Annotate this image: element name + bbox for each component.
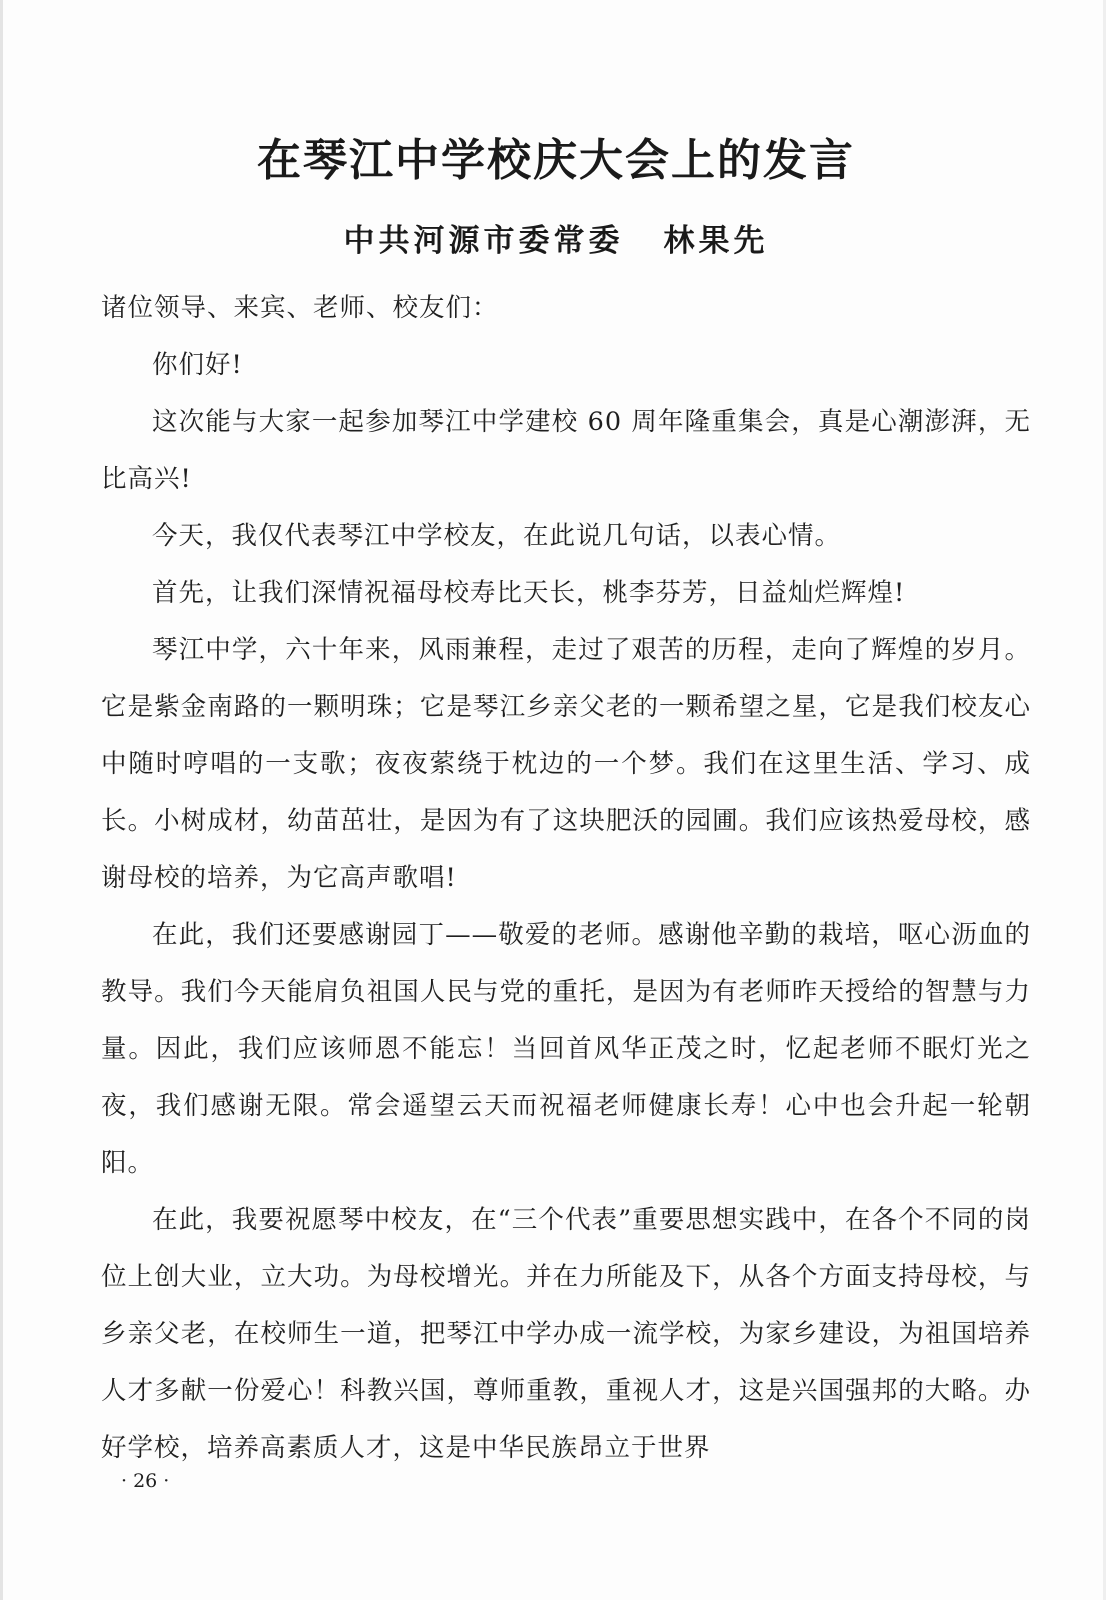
- author-position: 中共河源市委常委: [343, 223, 624, 259]
- page-title: 在琴江中学校庆大会上的发言: [257, 135, 855, 186]
- body-text: [101, 280, 1031, 1477]
- greeting-paragraph: 你们好!: [152, 350, 243, 380]
- body-paragraph: 今天，我仅代表琴江中学校友，在此说几句话，以表心情。: [152, 521, 842, 551]
- body-paragraph: 在此，我要祝愿琴中校友，在“三个代表”重要思想实践中，在各个不同的岗位上创大业，立大功。为母校增光。并在力所能及下，从各个方面支持母校，与乡亲父老，在校师生一道，把琴江中学办成一流学校，为家乡建设，为祖国培养人才多献一份爱心！科教兴国，尊师重教，重视人才，这是兴国强邦的大略。办好学校，培养高素质人才，这是中华民族昂立于世界: [101, 1205, 1031, 1463]
- body-paragraph: 琴江中学，六十年来，风雨兼程，走过了艰苦的历程，走向了辉煌的岁月。它是紫金南路的一颗明珠；它是琴江乡亲父老的一颗希望之星，它是我们校友心中随时哼唱的一支歌；夜夜萦绕于枕边的一个梦。我们在这里生活、学习、成长。小树成材，幼苗茁壮，是因为有了这块肥沃的园圃。我们应该热爱母校，感谢母校的培养，为它高声歌唱!: [101, 635, 1031, 893]
- author-name: 林果先: [663, 223, 769, 259]
- byline: [3, 215, 1106, 260]
- body-paragraph: 首先，让我们深情祝福母校寿比天长，桃李芬芳，日益灿烂辉煌!: [152, 578, 906, 608]
- page-number: · 26 ·: [121, 1470, 170, 1492]
- body-paragraph: 这次能与大家一起参加琴江中学建校 60 周年隆重集会，真是心潮澎湃，无比高兴!: [101, 407, 1031, 494]
- salutation: 诸位领导、来宾、老师、校友们：: [101, 293, 499, 323]
- body-paragraph: 在此，我们还要感谢园丁——敬爱的老师。感谢他辛勤的栽培，呕心沥血的教导。我们今天能肩负祖国人民与党的重托，是因为有老师昨天授给的智慧与力量。因此，我们应该师恩不能忘！当回首风华正茂之时，忆起老师不眠灯光之夜，我们感谢无限。常会遥望云天而祝福老师健康长寿！心中也会升起一轮朝阳。: [101, 920, 1031, 1178]
